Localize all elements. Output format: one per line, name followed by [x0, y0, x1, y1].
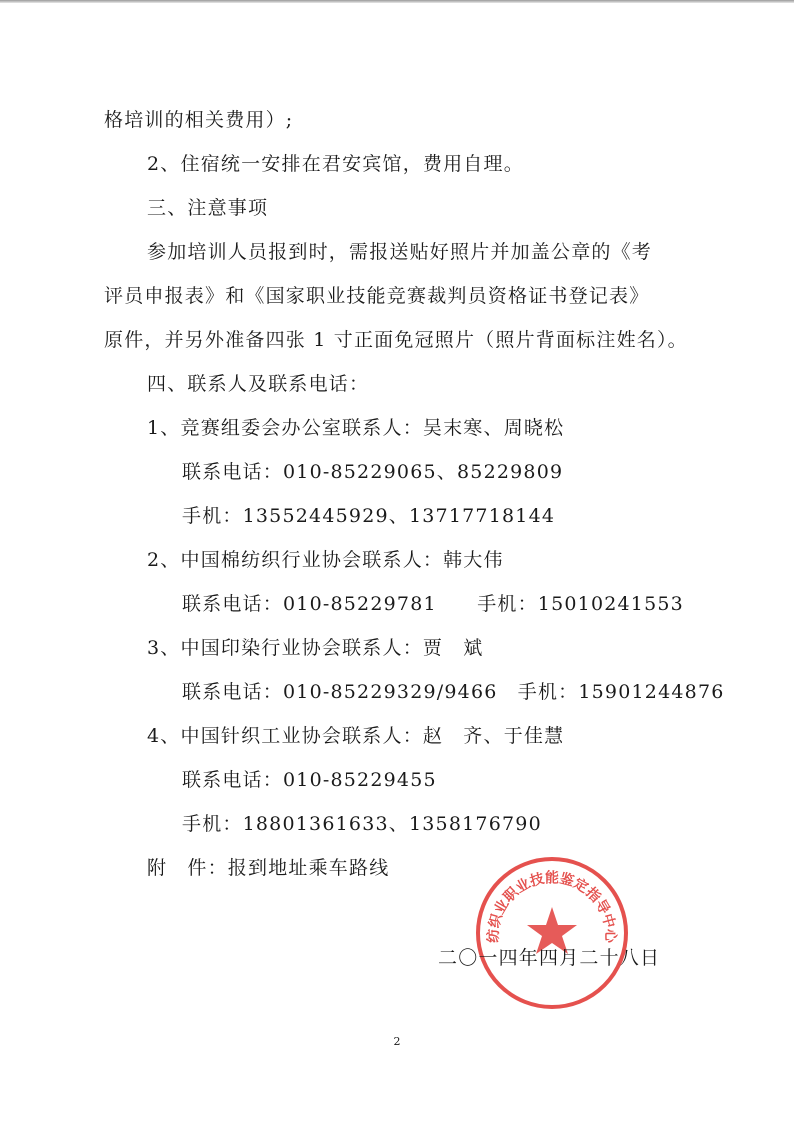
contact-2-name: 2、中国棉纺织行业协会联系人：韩大伟 [147, 549, 504, 571]
contact-3-phone: 联系电话：010-85229329/9466 手机：15901244876 [182, 681, 725, 703]
attachment-line: 附 件：报到地址乘车路线 [147, 857, 390, 879]
contact-1-name: 1、竞赛组委会办公室联系人：吴末寒、周晓松 [147, 417, 565, 439]
contact-4-name: 4、中国针织工业协会联系人：赵 齐、于佳慧 [147, 725, 565, 747]
contact-1-mobile: 手机：13552445929、13717718144 [182, 505, 556, 527]
official-seal [474, 855, 630, 1011]
contact-2-phone: 联系电话：010-85229781 手机：15010241553 [182, 593, 684, 615]
section-heading-notes: 三、注意事项 [147, 197, 269, 219]
contact-1-phone: 联系电话：010-85229065、85229809 [182, 461, 564, 483]
text-line-1: 格培训的相关费用）; [104, 109, 294, 131]
text-line-2: 2、住宿统一安排在君安宾馆，费用自理。 [147, 153, 524, 175]
contact-3-name: 3、中国印染行业协会联系人：贾 斌 [147, 637, 484, 659]
signature-date: 二〇一四年四月二十八日 [438, 947, 661, 969]
text-line-4: 参加培训人员报到时，需报送贴好照片并加盖公章的《考 [147, 241, 653, 263]
text-line-5: 评员申报表》和《国家职业技能竞赛裁判员资格证书登记表》 [104, 285, 650, 307]
seal-text: 纺织业职业技能鉴定指导中心 [485, 870, 619, 943]
text-line-6: 原件，并另外准备四张 1 寸正面免冠照片（照片背面标注姓名）。 [104, 329, 688, 351]
page-number: 2 [393, 1035, 401, 1048]
section-heading-contacts: 四、联系人及联系电话： [147, 373, 370, 395]
contact-4-mobile: 手机：18801361633、1358176790 [182, 813, 542, 835]
contact-4-phone: 联系电话：010-85229455 [182, 769, 437, 791]
